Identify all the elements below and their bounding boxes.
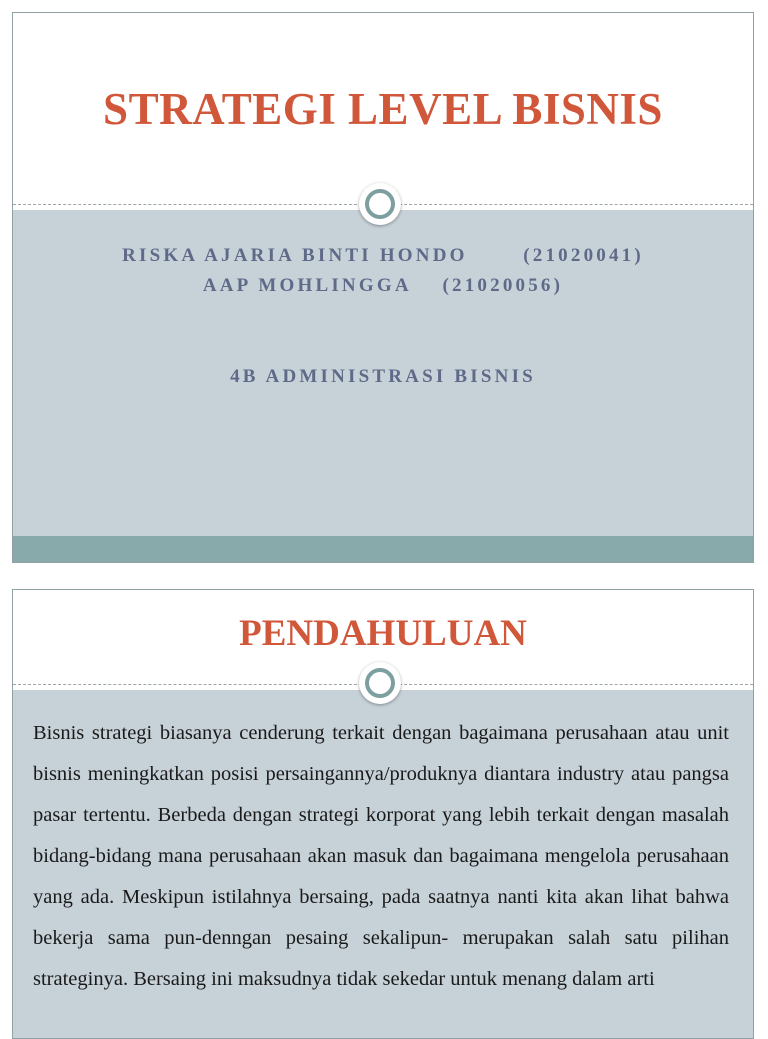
slide-introduction xyxy=(12,589,754,1039)
slide-title xyxy=(12,12,754,563)
circle-ring-icon xyxy=(359,183,401,225)
intro-paragraph: Bisnis strategi biasanya cenderung terkait dengan bagaimana perusahaan atau unit bisnis meningkatkan posisi persaingannya/produknya diantara industry atau pangsa pasar tertentu. Berbeda dengan strategi korporat yang lebih terkait dengan masalah bidang-bidang mana perusahaan akan masuk dan bagaimana mengelola perusahaan yang ada. Meskipun istilahnya bersaing, pada saatnya nanti kita akan lihat bahwa bekerja sama pun-denngan pesaing sekalipun- merupakan salah satu pilihan strateginya. Bersaing ini maksudnya tidak sekedar untuk menang dalam arti xyxy=(33,722,729,990)
author-line-1: RISKA AJARIA BINTI HONDO (21020041) xyxy=(122,245,644,266)
slide-title-text: STRATEGI LEVEL BISNIS xyxy=(103,84,663,134)
title-area xyxy=(13,13,753,203)
bottom-band xyxy=(13,536,753,562)
circle-ring-icon xyxy=(359,662,401,704)
author-line-2: AAP MOHLINGGA (21020056) xyxy=(202,275,564,296)
class-line: 4B ADMINISTRASI BISNIS xyxy=(230,366,536,387)
slide-title-text: PENDAHULUAN xyxy=(239,613,527,654)
